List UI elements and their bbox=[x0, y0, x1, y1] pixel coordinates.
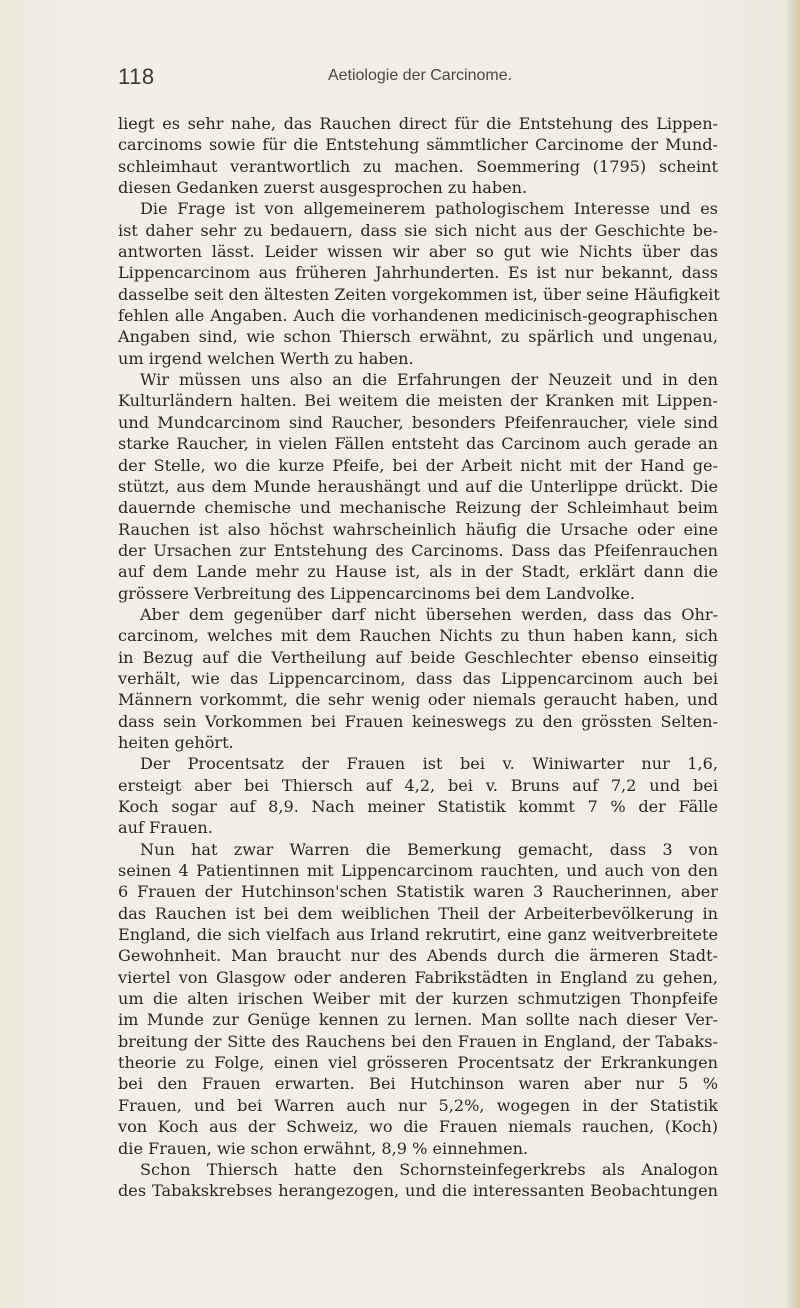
text-line: verhält, wie das Lippencarcinom, dass das Lippencarcinom auch bei bbox=[118, 668, 718, 688]
text-line: stützt, aus dem Munde heraushängt und auf die Unterlippe drückt. Die bbox=[118, 476, 718, 496]
text-line: um die alten irischen Weiber mit der kurzen schmutzigen Thonpfeife bbox=[118, 989, 718, 1009]
text-line: Die Frage ist von allgemeinerem pathologischem Interesse und es bbox=[140, 199, 718, 219]
text-line: viertel von Glasgow oder anderen Fabrikstädten in England zu gehen, bbox=[118, 967, 718, 987]
text-line: starke Raucher, in vielen Fällen entsteht das Carcinom auch gerade an bbox=[118, 434, 718, 454]
page-number: 118 bbox=[118, 64, 155, 89]
text-line: von Koch aus der Schweiz, wo die Frauen niemals rauchen, (Koch) bbox=[118, 1117, 718, 1137]
text-line: Der Procentsatz der Frauen ist bei v. Winiwarter nur 1,6, bbox=[140, 754, 718, 774]
text-line: carcinom, welches mit dem Rauchen Nichts zu thun haben kann, sich bbox=[118, 626, 718, 646]
text-line: heiten gehört. bbox=[118, 732, 234, 752]
text-line: und Mundcarcinom sind Raucher, besonders Pfeifenraucher, viele sind bbox=[118, 412, 718, 432]
text-line: carcinoms sowie für die Entstehung sämmtlicher Carcinome der Mund- bbox=[118, 135, 718, 155]
text-line: England, die sich vielfach aus Irland rekrutirt, eine ganz weitverbreitete bbox=[118, 925, 718, 945]
text-line: ist daher sehr zu bedauern, dass sie sich nicht aus der Geschichte be- bbox=[118, 220, 718, 240]
text-line: dauernde chemische und mechanische Reizung der Schleimhaut beim bbox=[118, 498, 718, 518]
text-line: fehlen alle Angaben. Auch die vorhandenen medicinisch-geographischen bbox=[118, 306, 718, 326]
text-line: Rauchen ist also höchst wahrscheinlich häufig die Ursache oder eine bbox=[118, 519, 718, 539]
page-edge-shadow bbox=[786, 0, 800, 1308]
text-line: Frauen, und bei Warren auch nur 5,2%, wogegen in der Statistik bbox=[118, 1095, 718, 1115]
text-line: diesen Gedanken zuerst ausgesprochen zu haben. bbox=[118, 178, 528, 198]
text-line: Lippencarcinom aus früheren Jahrhunderten. Es ist nur bekannt, dass bbox=[118, 263, 718, 283]
text-line: Gewohnheit. Man braucht nur des Abends durch die ärmeren Stadt- bbox=[118, 946, 718, 966]
text-line: breitung der Sitte des Rauchens bei den Frauen in England, der Tabaks- bbox=[118, 1031, 718, 1051]
text-line: dass sein Vorkommen bei Frauen keineswegs zu den grössten Selten- bbox=[118, 711, 718, 731]
text-line: Schon Thiersch hatte den Schornsteinfegerkrebs als Analogon bbox=[140, 1159, 718, 1179]
text-line: 6 Frauen der Hutchinson'schen Statistik waren 3 Raucherinnen, aber bbox=[118, 882, 718, 902]
body-text bbox=[118, 113, 718, 1202]
text-line: Angaben sind, wie schon Thiersch erwähnt, zu spärlich und ungenau, bbox=[118, 327, 718, 347]
text-line: die Frauen, wie schon erwähnt, 8,9 % einnehmen. bbox=[118, 1138, 529, 1158]
text-line: Koch sogar auf 8,9. Nach meiner Statistik kommt 7 % der Fälle bbox=[118, 797, 718, 816]
text-line: Kulturländern halten. Bei weitem die meisten der Kranken mit Lippen- bbox=[118, 391, 718, 411]
text-line: dasselbe seit den ältesten Zeiten vorgekommen ist, über seine Häufigkeit bbox=[118, 284, 720, 304]
text-line: um irgend welchen Werth zu haben. bbox=[118, 348, 414, 368]
text-line: grössere Verbreitung des Lippencarcinoms bei dem Landvolke. bbox=[118, 583, 635, 603]
text-line: antworten lässt. Leider wissen wir aber so gut wie Nichts über das bbox=[118, 242, 718, 262]
text-line: schleimhaut verantwortlich zu machen. Soemmering (1795) scheint bbox=[118, 156, 718, 176]
text-line: Aber dem gegenüber darf nicht übersehen werden, dass das Ohr- bbox=[140, 604, 718, 624]
text-line: das Rauchen ist bei dem weiblichen Theil der Arbeiterbevölkerung in bbox=[118, 903, 718, 923]
text-line: des Tabakskrebses herangezogen, und die interessanten Beobachtungen bbox=[118, 1181, 718, 1201]
text-line: Wir müssen uns also an die Erfahrungen der Neuzeit und in den bbox=[140, 370, 718, 390]
text-line: der Ursachen zur Entstehung des Carcinoms. Dass das Pfeifenrauchen bbox=[118, 540, 718, 560]
text-line: auf Frauen. bbox=[118, 818, 213, 838]
text-line: theorie zu Folge, einen viel grösseren Procentsatz der Erkrankungen bbox=[118, 1053, 718, 1073]
page-header bbox=[118, 64, 718, 94]
text-line: Nun hat zwar Warren die Bemerkung gemacht, dass 3 von bbox=[140, 839, 718, 859]
text-line: liegt es sehr nahe, das Rauchen direct für die Entstehung des Lippen- bbox=[118, 114, 718, 133]
text-line: in Bezug auf die Vertheilung auf beide Geschlechter ebenso einseitig bbox=[118, 647, 718, 667]
text-line: bei den Frauen erwarten. Bei Hutchinson waren aber nur 5 % bbox=[118, 1074, 718, 1094]
text-line: ersteigt aber bei Thiersch auf 4,2, bei v. Bruns auf 7,2 und bei bbox=[118, 775, 718, 795]
text-line: seinen 4 Patientinnen mit Lippencarcinom rauchten, und auch von den bbox=[118, 861, 718, 881]
running-head: Aetiologie der Carcinome. bbox=[327, 67, 513, 84]
text-line: auf dem Lande mehr zu Hause ist, als in der Stadt, erklärt dann die bbox=[118, 562, 718, 582]
text-line: im Munde zur Genüge kennen zu lernen. Man sollte nach dieser Ver- bbox=[118, 1010, 718, 1030]
text-line: Männern vorkommt, die sehr wenig oder niemals geraucht haben, und bbox=[118, 690, 718, 710]
text-line: der Stelle, wo die kurze Pfeife, bei der Arbeit nicht mit der Hand ge- bbox=[118, 455, 718, 475]
